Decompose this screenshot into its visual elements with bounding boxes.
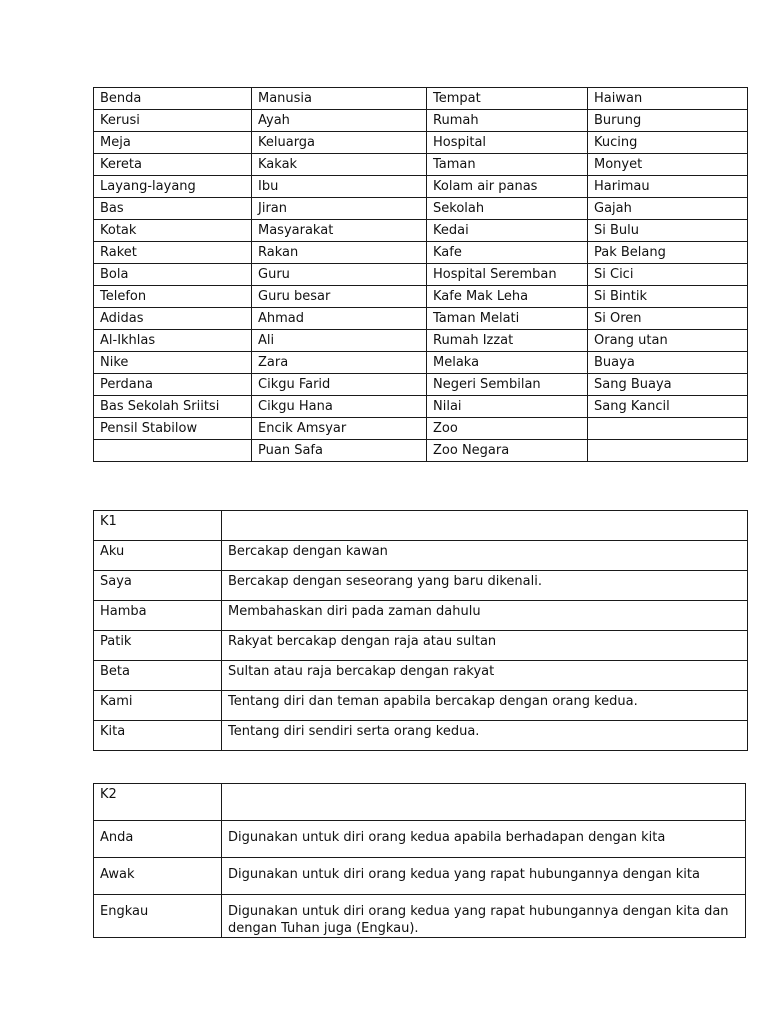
table-row [94, 308, 748, 330]
table-cell: Si Cici [588, 264, 748, 286]
table-cell: Nike [94, 352, 252, 374]
table-cell: Jiran [252, 198, 427, 220]
table-cell: Kerusi [94, 110, 252, 132]
table-cell: Guru [252, 264, 427, 286]
usage-cell: Digunakan untuk diri orang kedua yang rapat hubungannya dengan kita [222, 858, 746, 895]
k1-table [93, 510, 748, 751]
table-cell: Kereta [94, 154, 252, 176]
table-cell: Ibu [252, 176, 427, 198]
table-cell [588, 440, 748, 462]
nouns-header-row [94, 88, 748, 110]
pronoun-cell: Patik [94, 631, 222, 661]
table-cell: Sang Buaya [588, 374, 748, 396]
table-cell: Bas [94, 198, 252, 220]
table-row [94, 418, 748, 440]
table-cell: Masyarakat [252, 220, 427, 242]
usage-cell: Bercakap dengan seseorang yang baru dikenali. [222, 571, 748, 601]
table-cell [94, 440, 252, 462]
table-row [94, 661, 748, 691]
table-row [94, 541, 748, 571]
pronoun-cell: Beta [94, 661, 222, 691]
table-cell: Raket [94, 242, 252, 264]
table-cell: Kucing [588, 132, 748, 154]
usage-cell: Tentang diri dan teman apabila bercakap dengan orang kedua. [222, 691, 748, 721]
nouns-header-cell: Manusia [252, 88, 427, 110]
table-cell: Al-Ikhlas [94, 330, 252, 352]
table-cell: Ahmad [252, 308, 427, 330]
table-cell: Kedai [427, 220, 588, 242]
table-row [94, 396, 748, 418]
table-cell: Burung [588, 110, 748, 132]
table-row [94, 176, 748, 198]
table-cell: Kafe [427, 242, 588, 264]
table-cell: Zoo [427, 418, 588, 440]
nouns-table-body [94, 88, 748, 462]
table-cell: Telefon [94, 286, 252, 308]
table-row [94, 154, 748, 176]
table-cell: Negeri Sembilan [427, 374, 588, 396]
pronoun-cell: Saya [94, 571, 222, 601]
usage-cell: Tentang diri sendiri serta orang kedua. [222, 721, 748, 751]
table-row [94, 374, 748, 396]
table-row [94, 721, 748, 751]
table-cell: Cikgu Farid [252, 374, 427, 396]
table-row [94, 330, 748, 352]
k1-title: K1 [94, 511, 222, 541]
table-cell: Layang-layang [94, 176, 252, 198]
k1-title-row [94, 511, 748, 541]
table-cell: Keluarga [252, 132, 427, 154]
table-cell: Taman [427, 154, 588, 176]
usage-cell: Sultan atau raja bercakap dengan rakyat [222, 661, 748, 691]
usage-cell: Membahaskan diri pada zaman dahulu [222, 601, 748, 631]
k2-table [93, 783, 746, 938]
pronoun-cell: Awak [94, 858, 222, 895]
table-cell: Zara [252, 352, 427, 374]
table-cell: Orang utan [588, 330, 748, 352]
k1-table-body [94, 511, 748, 751]
table-cell: Rumah [427, 110, 588, 132]
table-cell: Si Bintik [588, 286, 748, 308]
table-row [94, 264, 748, 286]
table-cell: Rumah Izzat [427, 330, 588, 352]
table-cell: Pak Belang [588, 242, 748, 264]
table-cell: Kakak [252, 154, 427, 176]
usage-cell: Rakyat bercakap dengan raja atau sultan [222, 631, 748, 661]
nouns-header-cell: Haiwan [588, 88, 748, 110]
k2-title-empty-cell [222, 784, 746, 821]
k1-title-empty-cell [222, 511, 748, 541]
table-row [94, 440, 748, 462]
table-row [94, 286, 748, 308]
table-cell [588, 418, 748, 440]
table-row [94, 242, 748, 264]
table-cell: Encik Amsyar [252, 418, 427, 440]
table-row [94, 571, 748, 601]
table-row [94, 691, 748, 721]
nouns-header-cell: Benda [94, 88, 252, 110]
table-cell: Kolam air panas [427, 176, 588, 198]
usage-cell: Digunakan untuk diri orang kedua apabila berhadapan dengan kita [222, 821, 746, 858]
table-cell: Zoo Negara [427, 440, 588, 462]
pronoun-cell: Engkau [94, 895, 222, 938]
table-cell: Si Bulu [588, 220, 748, 242]
pronoun-cell: Aku [94, 541, 222, 571]
table-row [94, 895, 746, 938]
k2-title-row [94, 784, 746, 821]
table-row [94, 220, 748, 242]
k2-table-body [94, 784, 746, 938]
table-cell: Meja [94, 132, 252, 154]
table-cell: Pensil Stabilow [94, 418, 252, 440]
table-row [94, 821, 746, 858]
pronoun-cell: Kita [94, 721, 222, 751]
table-cell: Sang Kancil [588, 396, 748, 418]
table-cell: Bola [94, 264, 252, 286]
table-cell: Hospital [427, 132, 588, 154]
table-cell: Melaka [427, 352, 588, 374]
table-cell: Sekolah [427, 198, 588, 220]
table-cell: Kafe Mak Leha [427, 286, 588, 308]
pronoun-cell: Kami [94, 691, 222, 721]
table-cell: Bas Sekolah Sriitsi [94, 396, 252, 418]
table-row [94, 631, 748, 661]
table-row [94, 352, 748, 374]
table-cell: Buaya [588, 352, 748, 374]
table-row [94, 858, 746, 895]
table-cell: Harimau [588, 176, 748, 198]
table-cell: Ali [252, 330, 427, 352]
nouns-table [93, 87, 748, 462]
table-cell: Taman Melati [427, 308, 588, 330]
table-cell: Rakan [252, 242, 427, 264]
usage-cell: Digunakan untuk diri orang kedua yang rapat hubungannya dengan kita dan dengan Tuhan juga (Engkau). [222, 895, 746, 938]
pronoun-cell: Anda [94, 821, 222, 858]
table-cell: Si Oren [588, 308, 748, 330]
table-cell: Perdana [94, 374, 252, 396]
table-cell: Gajah [588, 198, 748, 220]
pronoun-cell: Hamba [94, 601, 222, 631]
table-cell: Monyet [588, 154, 748, 176]
table-row [94, 601, 748, 631]
table-row [94, 132, 748, 154]
table-cell: Cikgu Hana [252, 396, 427, 418]
usage-cell: Bercakap dengan kawan [222, 541, 748, 571]
table-cell: Ayah [252, 110, 427, 132]
table-cell: Kotak [94, 220, 252, 242]
table-cell: Puan Safa [252, 440, 427, 462]
table-cell: Hospital Seremban [427, 264, 588, 286]
k2-title: K2 [94, 784, 222, 821]
table-row [94, 198, 748, 220]
table-cell: Guru besar [252, 286, 427, 308]
table-cell: Nilai [427, 396, 588, 418]
table-cell: Adidas [94, 308, 252, 330]
table-row [94, 110, 748, 132]
nouns-header-cell: Tempat [427, 88, 588, 110]
